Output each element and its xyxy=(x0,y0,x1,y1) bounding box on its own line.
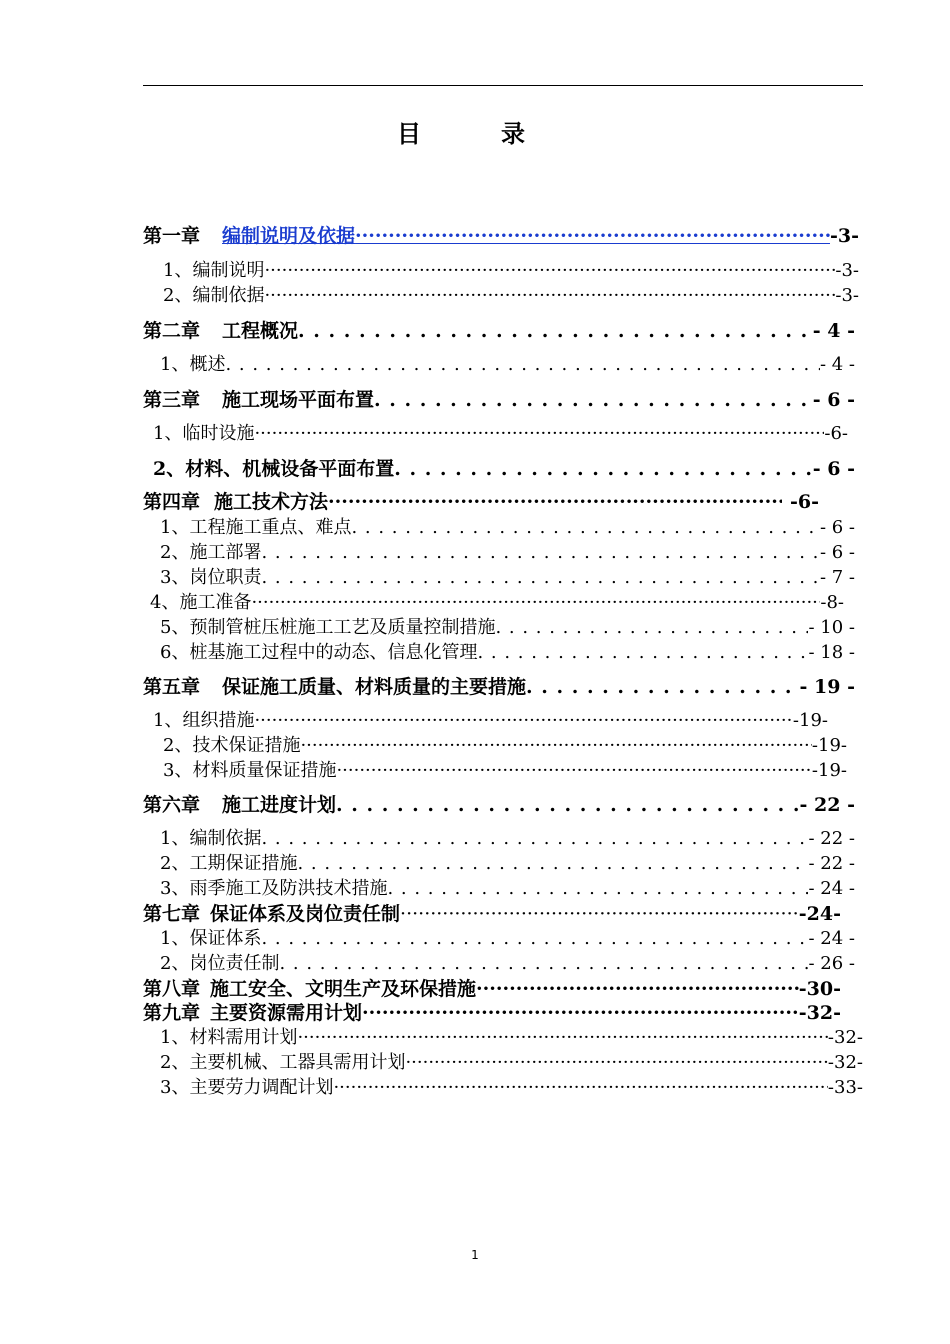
entry-label: 2、技术保证措施 xyxy=(163,735,301,756)
entry-label: 3、主要劳力调配计划 xyxy=(160,1077,334,1098)
leader-dots xyxy=(251,590,820,616)
chapter-number: 第三章 xyxy=(143,389,201,411)
page-ref: - 7 - xyxy=(819,567,855,588)
entry-label: 1、材料需用计划 xyxy=(160,1027,298,1048)
toc-entry[interactable] xyxy=(163,758,847,784)
entry-label: 3、雨季施工及防洪技术措施 xyxy=(160,878,388,899)
toc-entry[interactable] xyxy=(160,615,855,641)
page-ref: -3- xyxy=(835,260,859,281)
leader-dots xyxy=(387,876,808,902)
toc-entry[interactable] xyxy=(160,540,855,566)
page-ref: -19- xyxy=(792,710,828,731)
leader-dots xyxy=(328,489,782,515)
leader-dots xyxy=(394,456,813,482)
toc-entry[interactable] xyxy=(160,1025,863,1051)
entry-label: 保证施工质量、材料质量的主要措施 xyxy=(222,676,527,698)
leader-dots xyxy=(297,851,808,877)
page-ref: -32- xyxy=(827,1052,863,1073)
page-ref: - 18 - xyxy=(808,642,855,663)
page-ref: - 22 - xyxy=(799,794,855,816)
entry-label: 1、保证体系 xyxy=(160,928,262,949)
page-ref: - 10 - xyxy=(808,617,855,638)
entry-label: 2、材料、机械设备平面布置 xyxy=(153,458,395,480)
entry-label: 5、预制管桩压桩施工工艺及质量控制措施 xyxy=(160,617,496,638)
entry-label: 2、主要机械、工器具需用计划 xyxy=(160,1052,406,1073)
page-ref: -19- xyxy=(811,735,847,756)
leader-dots xyxy=(264,283,835,309)
leader-dots xyxy=(225,352,819,378)
toc-entry[interactable] xyxy=(160,640,855,666)
leader-dots xyxy=(374,387,813,413)
leader-dots xyxy=(495,615,808,641)
entry-label: 2、施工部署 xyxy=(160,542,262,563)
page-ref: -3- xyxy=(830,225,859,247)
toc-entry[interactable] xyxy=(153,456,855,482)
page-ref: - 6 - xyxy=(812,458,855,480)
leader-dots xyxy=(300,733,811,759)
toc-entry[interactable] xyxy=(150,590,844,616)
page-ref: -6- xyxy=(790,491,819,513)
toc-link[interactable]: 编制说明及依据 xyxy=(222,225,356,247)
toc-entry[interactable] xyxy=(160,851,855,877)
page-ref: -8- xyxy=(820,592,844,613)
page-ref: -30- xyxy=(798,978,841,1000)
toc-entry[interactable] xyxy=(163,258,859,284)
leader-dots xyxy=(261,926,808,952)
leader-dots xyxy=(526,674,800,700)
leader-dots xyxy=(333,1075,827,1101)
leader-dots xyxy=(336,758,811,784)
toc-entry[interactable] xyxy=(160,826,855,852)
leader-dots xyxy=(477,640,808,666)
page-ref: -6- xyxy=(824,423,848,444)
leader-dots xyxy=(261,540,819,566)
leader-dots xyxy=(254,421,824,447)
entry-label: 1、编制依据 xyxy=(160,828,262,849)
toc-entry-chapter-1[interactable] xyxy=(143,223,859,249)
leader-dots xyxy=(297,1025,827,1051)
chapter-number: 第八章 xyxy=(143,978,201,1000)
leader-dots xyxy=(279,951,808,977)
leader-dots xyxy=(261,565,819,591)
entry-label: 2、编制依据 xyxy=(163,285,265,306)
toc-entry[interactable] xyxy=(153,708,828,734)
toc-entry-chapter-8[interactable] xyxy=(143,976,841,1002)
toc-entry[interactable] xyxy=(160,515,855,541)
page-ref: -32- xyxy=(798,1002,841,1024)
page-ref: - 6 - xyxy=(812,389,855,411)
leader-dots xyxy=(476,976,799,1002)
toc-title: 目 录 xyxy=(397,119,553,148)
entry-label: 1、编制说明 xyxy=(163,260,265,281)
leader-dots xyxy=(261,826,808,852)
toc-entry[interactable] xyxy=(160,352,855,378)
leader-dots xyxy=(400,901,799,927)
toc-entry-chapter-9[interactable] xyxy=(143,1000,841,1026)
page-ref: -32- xyxy=(827,1027,863,1048)
header-rule xyxy=(143,85,863,86)
toc-entry-chapter-7[interactable] xyxy=(143,901,841,927)
entry-label: 工程概况 xyxy=(222,320,299,342)
page-ref: - 22 - xyxy=(808,853,855,874)
leader-dots xyxy=(351,515,819,541)
leader-dots xyxy=(298,318,813,344)
page-ref: - 26 - xyxy=(808,953,855,974)
leader-dots xyxy=(264,258,835,284)
toc-entry[interactable] xyxy=(163,733,847,759)
toc-entry[interactable] xyxy=(160,926,855,952)
chapter-number: 第二章 xyxy=(143,320,201,342)
entry-label: 施工技术方法 xyxy=(214,491,329,513)
entry-label: 2、岗位责任制 xyxy=(160,953,280,974)
page-ref: - 24 - xyxy=(808,928,855,949)
page-ref: - 6 - xyxy=(819,542,855,563)
leader-dots xyxy=(336,792,800,818)
chapter-number: 第四章 xyxy=(143,491,201,513)
entry-label: 施工进度计划 xyxy=(222,794,337,816)
chapter-number: 第五章 xyxy=(143,676,201,698)
page-ref: -3- xyxy=(835,285,859,306)
entry-label: 施工安全、文明生产及环保措施 xyxy=(210,978,477,1000)
entry-label: 3、岗位职责 xyxy=(160,567,262,588)
page-ref: -24- xyxy=(798,903,841,925)
page-ref: - 19 - xyxy=(799,676,855,698)
toc-entry-chapter-2[interactable] xyxy=(143,318,855,344)
toc-entry-chapter-5[interactable] xyxy=(143,674,855,700)
toc-entry[interactable] xyxy=(160,876,855,902)
entry-label: 4、施工准备 xyxy=(150,592,252,613)
leader-dots xyxy=(355,223,830,249)
entry-label: 3、材料质量保证措施 xyxy=(163,760,337,781)
chapter-number: 第六章 xyxy=(143,794,201,816)
toc-entry[interactable] xyxy=(160,1075,863,1101)
entry-label: 1、组织措施 xyxy=(153,710,255,731)
page-ref: - 6 - xyxy=(819,517,855,538)
toc-entry-chapter-3[interactable] xyxy=(143,387,855,413)
entry-label: 6、桩基施工过程中的动态、信息化管理 xyxy=(160,642,478,663)
chapter-number: 第一章 xyxy=(143,225,201,247)
leader-dots xyxy=(362,1000,799,1026)
page-ref: - 22 - xyxy=(808,828,855,849)
page-ref: -33- xyxy=(827,1077,863,1098)
toc-entry[interactable] xyxy=(160,951,855,977)
toc-entry-chapter-6[interactable] xyxy=(143,792,855,818)
entry-label: 1、概述 xyxy=(160,354,226,375)
toc-entry[interactable] xyxy=(160,1050,863,1076)
entry-label: 保证体系及岗位责任制 xyxy=(210,903,401,925)
leader-dots xyxy=(405,1050,827,1076)
entry-label: 主要资源需用计划 xyxy=(210,1002,363,1024)
entry-label: 1、工程施工重点、难点 xyxy=(160,517,352,538)
toc-entry[interactable] xyxy=(160,565,855,591)
chapter-number: 第九章 xyxy=(143,1002,201,1024)
toc-entry[interactable] xyxy=(153,421,848,447)
entry-label: 2、工期保证措施 xyxy=(160,853,298,874)
toc-entry-chapter-4[interactable] xyxy=(143,489,819,515)
page-number: 1 xyxy=(471,1248,479,1262)
entry-label: 1、临时设施 xyxy=(153,423,255,444)
page-ref: - 24 - xyxy=(808,878,855,899)
entry-label: 施工现场平面布置 xyxy=(222,389,375,411)
page-ref: - 4 - xyxy=(819,354,855,375)
chapter-number: 第七章 xyxy=(143,903,201,925)
page-ref: -19- xyxy=(811,760,847,781)
leader-dots xyxy=(254,708,792,734)
toc-entry[interactable] xyxy=(163,283,859,309)
page-ref: - 4 - xyxy=(812,320,855,342)
